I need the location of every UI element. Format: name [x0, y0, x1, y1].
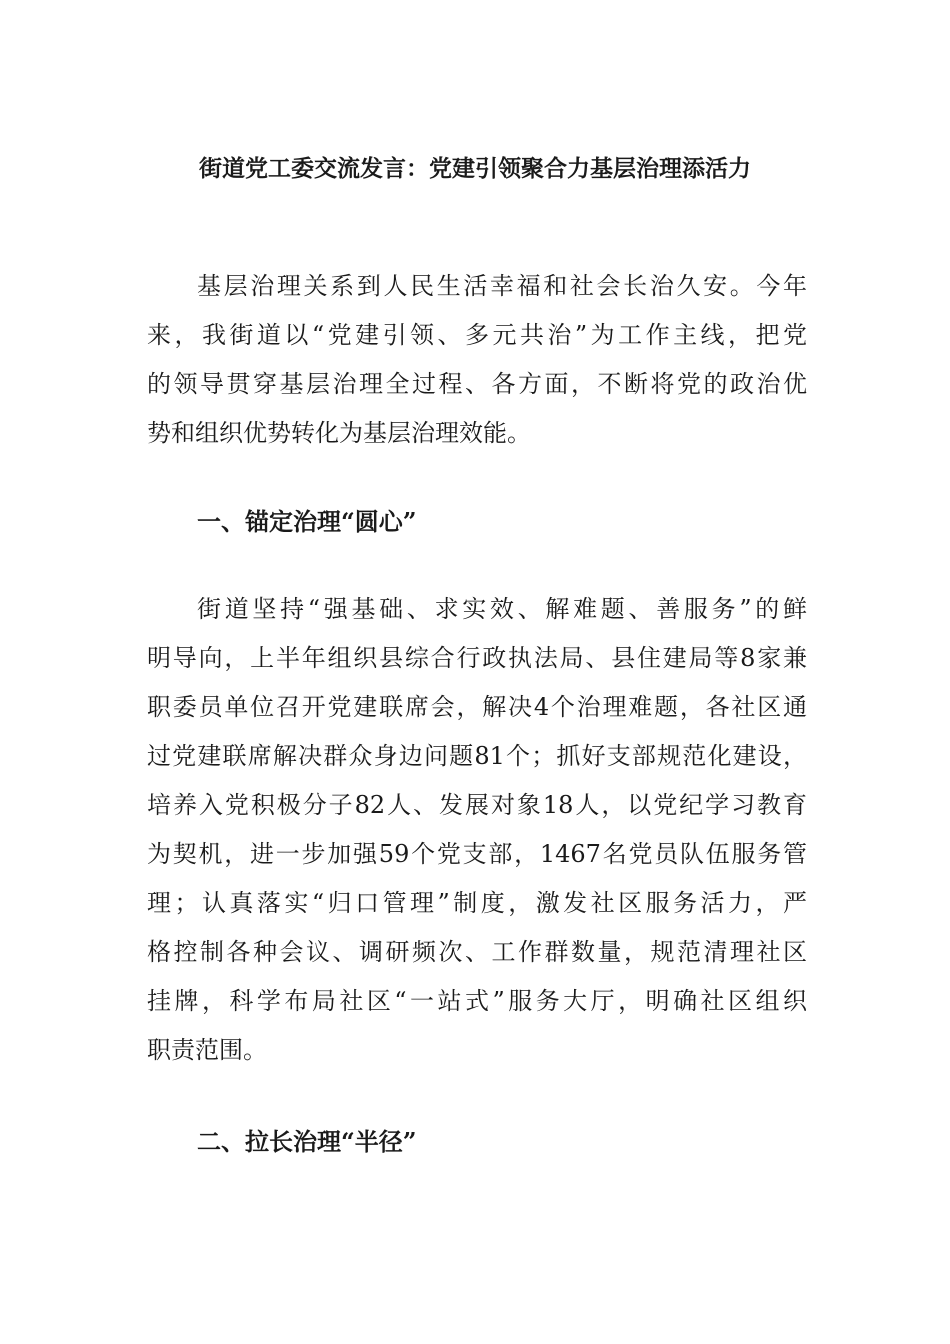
paragraph-line: 的领导贯穿基层治理全过程、各方面，不断将党的政治优	[147, 370, 807, 398]
section-heading-1: 一、锚定治理“圆心”	[197, 507, 417, 536]
paragraph-line: 格控制各种会议、调研频次、工作群数量，规范清理社区	[147, 938, 807, 966]
paragraph-line: 挂牌，科学布局社区“一站式”服务大厅，明确社区组织	[147, 987, 807, 1015]
paragraph-line: 街道坚持“强基础、求实效、解难题、善服务”的鲜	[197, 595, 807, 623]
document-title: 街道党工委交流发言：党建引领聚合力基层治理添活力	[199, 155, 751, 183]
paragraph-line: 为契机，进一步加强59个党支部，1467名党员队伍服务管	[147, 840, 807, 868]
paragraph-line: 培养入党积极分子82人、发展对象18人，以党纪学习教育	[147, 791, 807, 819]
paragraph-line: 基层治理关系到人民生活幸福和社会长治久安。今年	[197, 272, 807, 300]
paragraph-line: 来，我街道以“党建引领、多元共治”为工作主线，把党	[147, 321, 807, 349]
paragraph-line: 职责范围。	[147, 1036, 267, 1064]
paragraph-line: 职委员单位召开党建联席会，解决4个治理难题，各社区通	[147, 693, 807, 721]
intro-paragraph	[147, 262, 807, 458]
paragraph-line: 势和组织优势转化为基层治理效能。	[147, 419, 531, 447]
section-1-paragraph	[147, 585, 807, 1075]
paragraph-line: 明导向，上半年组织县综合行政执法局、县住建局等8家兼	[147, 644, 807, 672]
paragraph-line: 过党建联席解决群众身边问题81个；抓好支部规范化建设，	[147, 742, 807, 770]
section-heading-2: 二、拉长治理“半径”	[197, 1127, 417, 1156]
paragraph-line: 理；认真落实“归口管理”制度，激发社区服务活力，严	[147, 889, 807, 917]
